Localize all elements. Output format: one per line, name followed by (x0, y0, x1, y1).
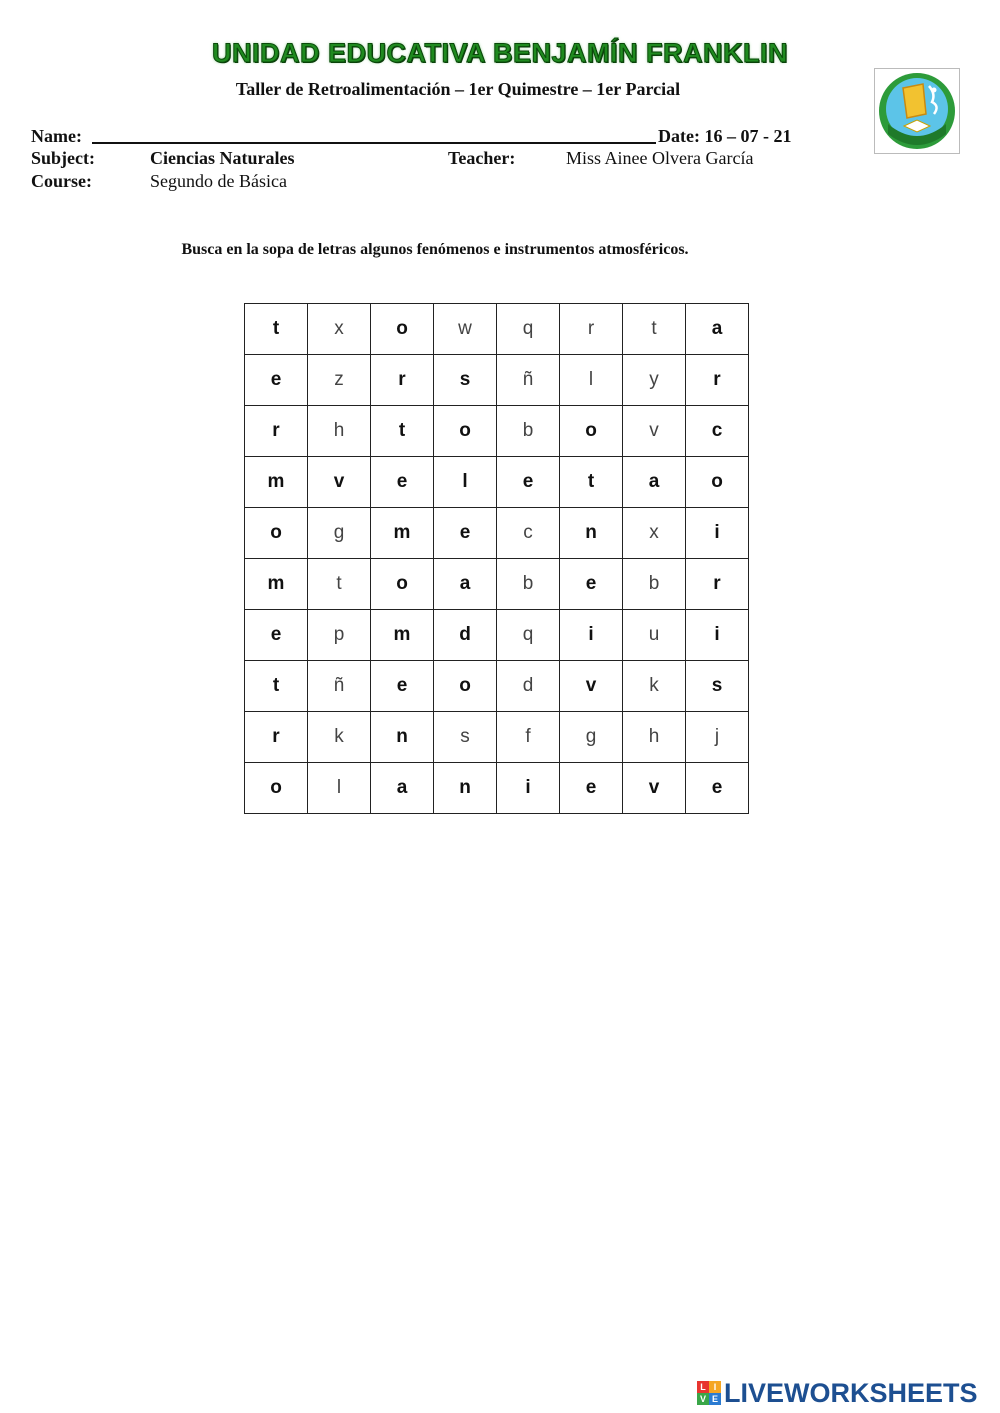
grid-cell[interactable]: g (308, 508, 371, 559)
grid-row (245, 712, 749, 763)
grid-cell[interactable]: s (686, 661, 749, 712)
grid-cell[interactable]: k (308, 712, 371, 763)
subject-label: Subject: (31, 148, 95, 168)
grid-cell[interactable]: e (245, 355, 308, 406)
grid-cell[interactable]: t (308, 559, 371, 610)
grid-cell[interactable]: o (371, 304, 434, 355)
grid-cell[interactable]: l (560, 355, 623, 406)
grid-cell[interactable]: t (371, 406, 434, 457)
grid-cell[interactable]: q (497, 304, 560, 355)
grid-cell[interactable]: a (623, 457, 686, 508)
grid-cell[interactable]: e (434, 508, 497, 559)
course-label: Course: (31, 171, 92, 191)
grid-cell[interactable]: o (434, 406, 497, 457)
grid-cell[interactable]: u (623, 610, 686, 661)
grid-cell[interactable]: h (308, 406, 371, 457)
teacher-label-row (448, 148, 515, 169)
grid-cell[interactable]: t (245, 304, 308, 355)
grid-row (245, 304, 749, 355)
course-value-row (150, 171, 287, 192)
grid-cell[interactable]: q (497, 610, 560, 661)
grid-cell[interactable]: r (371, 355, 434, 406)
grid-cell[interactable]: e (686, 763, 749, 814)
grid-cell[interactable]: g (560, 712, 623, 763)
grid-cell[interactable]: j (686, 712, 749, 763)
instruction-text: Busca en la sopa de letras algunos fenómenos e instrumentos atmosféricos. (181, 241, 689, 258)
grid-cell[interactable]: v (623, 763, 686, 814)
grid-row (245, 508, 749, 559)
grid-cell[interactable]: p (308, 610, 371, 661)
grid-cell[interactable]: s (434, 712, 497, 763)
grid-cell[interactable]: x (308, 304, 371, 355)
grid-cell[interactable]: s (434, 355, 497, 406)
course-label-row (31, 171, 92, 192)
grid-cell[interactable]: t (623, 304, 686, 355)
grid-cell[interactable]: o (686, 457, 749, 508)
grid-cell[interactable]: i (686, 508, 749, 559)
grid-cell[interactable]: n (434, 763, 497, 814)
grid-cell[interactable]: n (560, 508, 623, 559)
grid-row (245, 457, 749, 508)
grid-cell[interactable]: b (623, 559, 686, 610)
liveworksheets-icon: L I V E (697, 1381, 721, 1405)
grid-cell[interactable]: z (308, 355, 371, 406)
grid-cell[interactable]: o (434, 661, 497, 712)
grid-cell[interactable]: r (560, 304, 623, 355)
grid-cell[interactable]: m (371, 508, 434, 559)
grid-row (245, 610, 749, 661)
grid-cell[interactable]: e (560, 763, 623, 814)
grid-cell[interactable]: m (245, 457, 308, 508)
grid-row (245, 661, 749, 712)
grid-cell[interactable]: t (245, 661, 308, 712)
grid-cell[interactable]: o (245, 508, 308, 559)
school-logo-icon (874, 68, 960, 154)
liveworksheets-brand: LIVEWORKSHEETS (724, 1377, 978, 1408)
grid-cell[interactable]: c (497, 508, 560, 559)
grid-cell[interactable]: m (371, 610, 434, 661)
course-value: Segundo de Básica (150, 171, 287, 191)
name-row (31, 126, 82, 147)
grid-cell[interactable]: f (497, 712, 560, 763)
subject-value-row (150, 148, 294, 169)
grid-cell[interactable]: r (686, 559, 749, 610)
date-row (658, 126, 791, 147)
grid-cell[interactable]: v (623, 406, 686, 457)
grid-cell[interactable]: o (245, 763, 308, 814)
grid-cell[interactable]: x (623, 508, 686, 559)
grid-row (245, 355, 749, 406)
grid-cell[interactable]: e (371, 457, 434, 508)
date-label: Date: 16 – 07 - 21 (658, 126, 792, 146)
grid-cell[interactable]: c (686, 406, 749, 457)
teacher-value: Miss Ainee Olvera García (566, 148, 754, 168)
grid-row (245, 559, 749, 610)
grid-cell[interactable]: b (497, 559, 560, 610)
grid-cell[interactable]: a (371, 763, 434, 814)
grid-row (245, 763, 749, 814)
grid-cell[interactable]: o (560, 406, 623, 457)
grid-cell[interactable]: a (434, 559, 497, 610)
teacher-label: Teacher: (448, 148, 516, 168)
grid-cell[interactable]: l (434, 457, 497, 508)
teacher-value-row (566, 148, 753, 169)
liveworksheets-logo (697, 1376, 978, 1410)
grid-cell[interactable]: e (245, 610, 308, 661)
grid-cell[interactable]: r (245, 406, 308, 457)
grid-cell[interactable]: v (560, 661, 623, 712)
grid-cell[interactable]: l (308, 763, 371, 814)
grid-cell[interactable]: i (686, 610, 749, 661)
grid-cell[interactable]: k (623, 661, 686, 712)
subject-label-row (31, 148, 95, 169)
grid-cell[interactable]: v (308, 457, 371, 508)
grid-cell[interactable]: e (497, 457, 560, 508)
subject-value: Ciencias Naturales (150, 148, 295, 168)
grid-cell[interactable]: d (497, 661, 560, 712)
grid-cell[interactable]: a (686, 304, 749, 355)
name-write-line[interactable] (92, 142, 656, 144)
grid-row (245, 406, 749, 457)
grid-cell[interactable]: ñ (497, 355, 560, 406)
grid-cell[interactable]: d (434, 610, 497, 661)
grid-cell[interactable]: i (497, 763, 560, 814)
grid-cell[interactable]: w (434, 304, 497, 355)
grid-cell[interactable]: b (497, 406, 560, 457)
grid-cell[interactable]: e (371, 661, 434, 712)
grid-cell[interactable]: t (560, 457, 623, 508)
grid-cell[interactable]: ñ (308, 661, 371, 712)
grid-cell[interactable]: i (560, 610, 623, 661)
grid-cell[interactable]: r (245, 712, 308, 763)
grid-cell[interactable]: e (560, 559, 623, 610)
grid-cell[interactable]: y (623, 355, 686, 406)
grid-cell[interactable]: m (245, 559, 308, 610)
grid-cell[interactable]: o (371, 559, 434, 610)
worksheet-subtitle: Taller de Retroalimentación – 1er Quimestre – 1er Parcial (235, 79, 681, 99)
school-title: UNIDAD EDUCATIVA BENJAMÍN FRANKLIN (212, 38, 788, 68)
grid-cell[interactable]: h (623, 712, 686, 763)
grid-cell[interactable]: r (686, 355, 749, 406)
grid-cell[interactable]: n (371, 712, 434, 763)
word-search-grid (244, 303, 749, 814)
name-label: Name: (31, 126, 82, 146)
